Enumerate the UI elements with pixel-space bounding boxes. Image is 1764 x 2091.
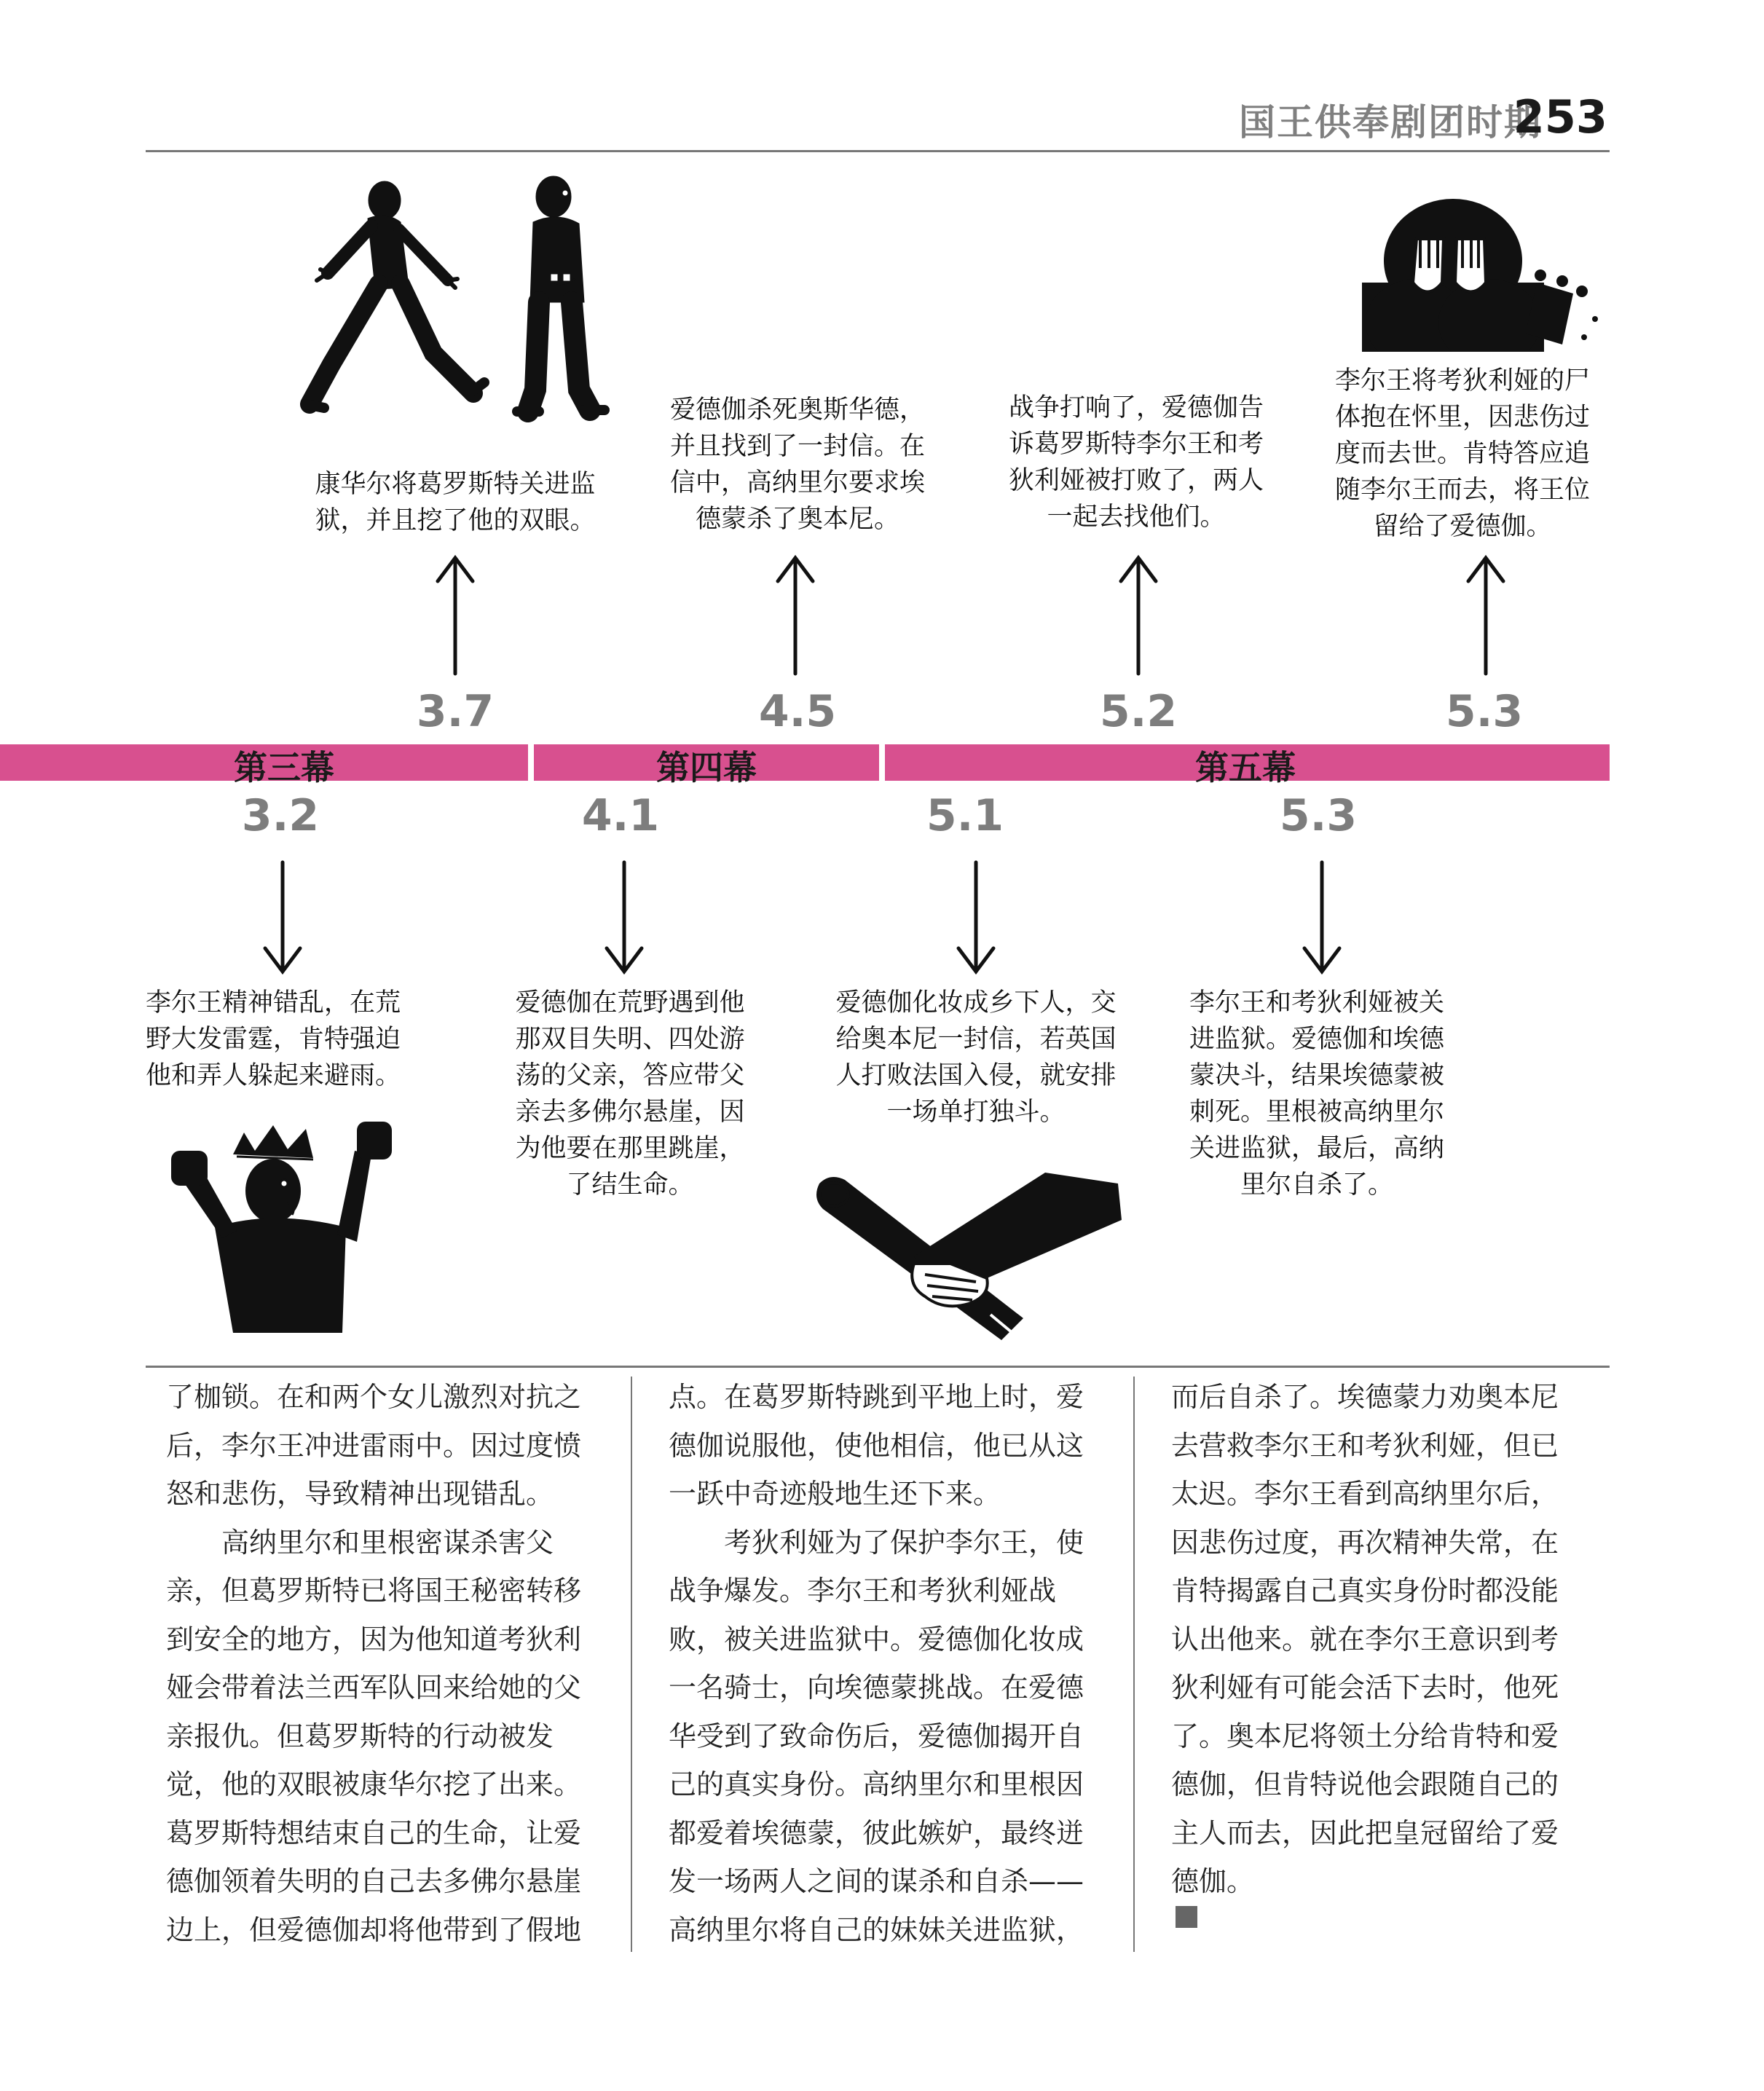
caption-line: 李尔王将考狄利娅的尸	[1334, 366, 1590, 395]
caption-line: 一起去找他们。	[1047, 503, 1226, 532]
down-arrow-icon	[602, 859, 646, 976]
caption-line: 狄利娅被打败了，两人	[1008, 466, 1264, 495]
body-line: 怒和悲伤，导致精神出现错乱。	[166, 1478, 554, 1510]
scene-number-5-3-lower: 5.3	[1279, 790, 1358, 841]
body-line: 高纳里尔将自己的妹妹关进监狱，	[669, 1913, 1084, 1946]
body-line: 德伽，但肯特说他会跟随自己的	[1171, 1768, 1559, 1800]
caption-line: 诉葛罗斯特李尔王和考	[1008, 430, 1264, 459]
caption-line: 给奥本尼一封信，若英国	[835, 1025, 1117, 1054]
caption-line: 爱德伽杀死奥斯华德，	[669, 395, 925, 425]
body-line: 点。在葛罗斯特跳到平地上时，爱	[669, 1381, 1084, 1413]
caption-line: 爱德伽化妆成乡下人，交	[835, 988, 1117, 1017]
up-arrow-icon	[773, 554, 817, 677]
scene-number-4-1: 4.1	[581, 790, 660, 841]
column-divider	[1133, 1377, 1135, 1952]
caption-line: 随李尔王而去，将王位	[1334, 476, 1590, 505]
scene-number-3-2: 3.2	[241, 790, 320, 841]
event-caption-5-3-upper	[1317, 363, 1608, 545]
body-line: 因悲伤过度，再次精神失常，在	[1171, 1526, 1559, 1559]
body-line: 了枷锁。在和两个女儿激烈对抗之	[166, 1381, 582, 1413]
page-number: 253	[1513, 90, 1607, 143]
body-line: 德伽说服他，使他相信，他已从这	[669, 1429, 1084, 1462]
caption-line: 信中，高纳里尔要求埃	[669, 468, 925, 497]
caption-line: 野大发雷霆，肯特强迫	[146, 1025, 401, 1054]
body-line: 考狄利娅为了保护李尔王，使	[724, 1526, 1084, 1559]
event-caption-3-2	[146, 985, 452, 1094]
up-arrow-icon	[1464, 554, 1508, 677]
body-line: 华受到了致命伤后，爱德伽揭开自	[669, 1720, 1084, 1752]
caption-line: 一场单打独斗。	[886, 1098, 1066, 1127]
body-line: 太迟。李尔王看到高纳里尔后，	[1171, 1478, 1559, 1510]
column-divider	[631, 1377, 632, 1952]
caption-line: 为他要在那里跳崖，	[515, 1134, 745, 1163]
body-line: 战争爆发。李尔王和考狄利娅战	[669, 1575, 1057, 1607]
caption-line: 关进监狱，最后，高纳	[1189, 1134, 1444, 1163]
event-caption-5-3-lower	[1171, 985, 1462, 1203]
body-line: 肯特揭露自己真实身份时都没能	[1171, 1575, 1559, 1607]
body-line: 发一场两人之间的谋杀和自杀——	[669, 1865, 1084, 1897]
scene-number-5-2: 5.2	[1099, 686, 1178, 737]
caption-line: 狱，并且挖了他的双眼。	[315, 506, 596, 535]
caption-line: 那双目失明、四处游	[515, 1025, 745, 1054]
caption-line: 亲去多佛尔悬崖，因	[515, 1098, 745, 1127]
body-line: 主人而去，因此把皇冠留给了爱	[1171, 1816, 1559, 1849]
body-line: 觉，他的双眼被康华尔挖了出来。	[166, 1768, 582, 1800]
body-column-1	[166, 1373, 618, 1954]
body-line-last	[1171, 1857, 1608, 1928]
body-line: 了。奥本尼将领土分给肯特和爱	[1171, 1720, 1559, 1752]
walking-man-and-bound-prisoner-icon	[299, 171, 626, 433]
body-line: 都爱着埃德蒙，彼此嫉妒，最终迸	[669, 1816, 1084, 1849]
up-arrow-icon	[1117, 554, 1160, 677]
event-caption-3-7	[299, 466, 612, 539]
caption-line: 了结生命。	[566, 1170, 694, 1200]
scene-number-5-1: 5.1	[926, 790, 1004, 841]
raging-crowned-king-icon	[164, 1114, 433, 1333]
body-line: 亲报仇。但葛罗斯特的行动被发	[166, 1720, 554, 1752]
act-label-4: 第四幕	[656, 748, 757, 787]
body-line: 到安全的地方，因为他知道考狄利	[166, 1623, 582, 1655]
caption-line: 刺死。里根被高纳里尔	[1189, 1098, 1444, 1127]
end-of-article-mark-icon	[1176, 1906, 1197, 1928]
body-line: 而后自杀了。埃德蒙力劝奥本尼	[1171, 1381, 1559, 1413]
body-line: 己的真实身份。高纳里尔和里根因	[669, 1768, 1084, 1800]
body-line: 后，李尔王冲进雷雨中。因过度愤	[166, 1429, 582, 1462]
event-caption-4-1	[495, 985, 765, 1203]
up-arrow-icon	[433, 554, 477, 677]
body-column-3	[1171, 1373, 1608, 1928]
caption-line: 度而去世。肯特答应追	[1334, 439, 1590, 468]
event-caption-4-5	[652, 392, 943, 537]
event-caption-5-1	[816, 985, 1136, 1130]
body-line: 败，被关进监狱中。爱德伽化妆成	[669, 1623, 1084, 1655]
caption-line: 体抱在怀里，因悲伤过	[1334, 403, 1590, 432]
caption-line: 康华尔将葛罗斯特关进监	[315, 470, 596, 499]
scene-number-3-7: 3.7	[416, 686, 495, 737]
event-caption-5-2	[987, 390, 1285, 535]
hand-handing-baton-icon	[805, 1169, 1125, 1344]
caption-line: 里尔自杀了。	[1240, 1170, 1393, 1200]
act-label-5: 第五幕	[1195, 748, 1296, 787]
caption-line: 战争打响了，爱德伽告	[1008, 393, 1264, 422]
body-line: 亲，但葛罗斯特已将国王秘密转移	[166, 1575, 582, 1607]
caption-line: 他和弄人躲起来避雨。	[146, 1061, 401, 1090]
body-line: 一名骑士，向埃德蒙挑战。在爱德	[669, 1671, 1084, 1704]
caption-line: 李尔王精神错乱，在荒	[146, 988, 401, 1017]
section-title: 国王供奉剧团时期	[1239, 101, 1542, 143]
scene-number-4-5: 4.5	[758, 686, 837, 737]
down-arrow-icon	[1300, 859, 1344, 976]
body-line: 葛罗斯特想结束自己的生命，让爱	[166, 1816, 582, 1849]
body-line: 德伽。	[1171, 1865, 1255, 1897]
body-line: 狄利娅有可能会活下去时，他死	[1171, 1671, 1559, 1704]
caption-line: 人打败法国入侵，就安排	[835, 1061, 1117, 1090]
caption-line: 留给了爱德伽。	[1373, 512, 1552, 541]
scene-number-5-3-upper: 5.3	[1445, 686, 1524, 737]
caption-line: 蒙决斗，结果埃德蒙被	[1189, 1061, 1444, 1090]
caption-line: 进监狱。爱德伽和埃德	[1189, 1025, 1444, 1054]
caption-line: 并且找到了一封信。在	[669, 432, 925, 461]
body-line: 去营救李尔王和考狄利娅，但已	[1171, 1429, 1559, 1462]
body-column-2	[669, 1373, 1120, 1954]
caption-line: 德蒙杀了奥本尼。	[695, 505, 899, 534]
act-label-3: 第三幕	[234, 748, 334, 787]
grieving-king-with-fallen-crown-icon	[1362, 195, 1602, 352]
caption-line: 李尔王和考狄利娅被关	[1189, 988, 1444, 1017]
body-line: 边上，但爱德伽却将他带到了假地	[166, 1913, 582, 1946]
body-line: 高纳里尔和里根密谋杀害父	[221, 1526, 554, 1559]
body-line: 德伽领着失明的自己去多佛尔悬崖	[166, 1865, 582, 1897]
header-rule	[146, 150, 1610, 152]
down-arrow-icon	[261, 859, 304, 976]
down-arrow-icon	[954, 859, 998, 976]
body-line: 一跃中奇迹般地生还下来。	[669, 1478, 1001, 1510]
caption-line: 爱德伽在荒野遇到他	[515, 988, 745, 1017]
body-rule	[146, 1366, 1610, 1368]
caption-line: 荡的父亲，答应带父	[515, 1061, 745, 1090]
body-line: 认出他来。就在李尔王意识到考	[1171, 1623, 1559, 1655]
body-line: 娅会带着法兰西军队回来给她的父	[166, 1671, 582, 1704]
